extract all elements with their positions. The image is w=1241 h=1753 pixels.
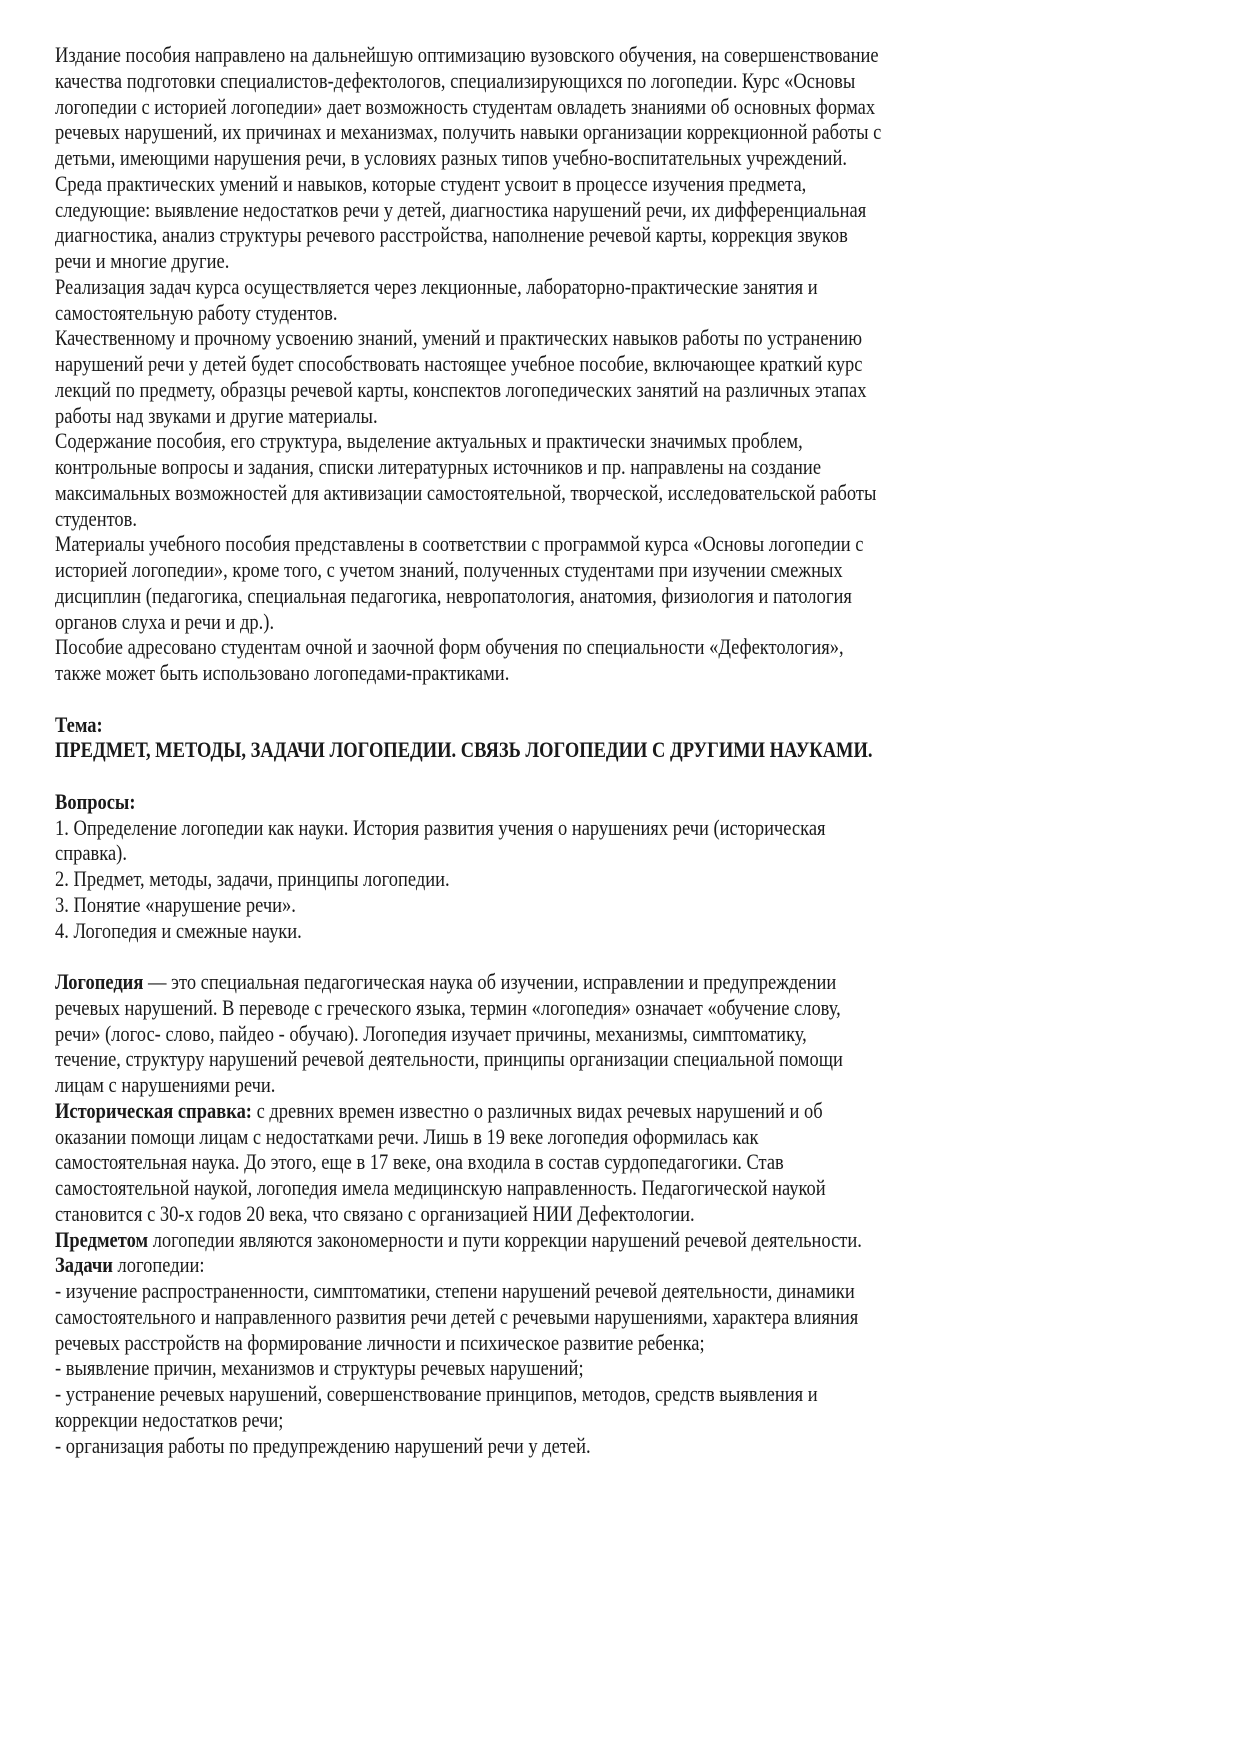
body-text: с древних времен известно о различных видах речевых нарушений и об (251, 1097, 823, 1123)
intro-line (55, 171, 1029, 197)
question-item (55, 815, 1029, 841)
body-text: лицам с нарушениями речи. (55, 1072, 276, 1097)
body-line (55, 1278, 1029, 1304)
body-text: речевых расстройств на формирование личности и психическое развитие ребенка; (55, 1329, 705, 1355)
topic-title-text: ПРЕДМЕТ, МЕТОДЫ, ЗАДАЧИ ЛОГОПЕДИИ. СВЯЗЬ ЛОГОПЕДИИ С ДРУГИМИ НАУКАМИ. (55, 737, 873, 763)
intro-line-text: речевых нарушений, их причинах и механизмах, получить навыки организации коррекционной работы с (55, 119, 882, 145)
intro-line-text: Содержание пособия, его структура, выделение актуальных и практически значимых проблем, (55, 428, 803, 454)
body-text: речевых нарушений. В переводе с греческого языка, термин «логопедия» означает «обучение слову, (55, 994, 841, 1020)
intro-line-text: историей логопедии», кроме того, с учетом знаний, полученных студентами при изучении смежных (55, 557, 843, 582)
intro-line (55, 609, 1029, 635)
body-text: становится с 30-х годов 20 века, что связано с организацией НИИ Дефектологии. (55, 1200, 695, 1226)
intro-line-text: детьми, имеющими нарушения речи, в условиях разных типов учебно-воспитательных учреждений. (55, 145, 847, 170)
intro-line (55, 222, 1029, 248)
intro-line-text: диагностика, анализ структуры речевого расстройства, наполнение речевой карты, коррекция звуков (55, 222, 848, 248)
intro-line-text: дисциплин (педагогика, специальная педагогика, невропатология, анатомия, физиология и патология (55, 582, 852, 608)
intro-line-text: работы над звуками и другие материалы. (55, 402, 378, 428)
body-text: самостоятельного и направленного развития речи детей с речевыми нарушениями, характера влияния (55, 1303, 859, 1329)
body-text: логопедии являются закономерности и пути коррекции нарушений речевой деятельности. (148, 1226, 862, 1252)
intro-line-text: Качественному и прочному усвоению знаний, умений и практических навыков работы по устранению (55, 325, 863, 351)
intro-line (55, 94, 1029, 120)
intro-line (55, 119, 1029, 145)
topic-label-text: Тема: (55, 711, 103, 737)
intro-line-text: студентов. (55, 505, 138, 531)
blank-line (55, 686, 1215, 712)
body-text: речи» (логос- слово, пайдео - обучаю). Логопедия изучает причины, механизмы, симптоматику, (55, 1020, 807, 1046)
intro-line-text: качества подготовки специалистов-дефектологов, специализирующихся по логопедии. Курс «Основы (55, 67, 856, 93)
intro-line (55, 351, 1029, 377)
question-item (55, 840, 1029, 866)
intro-line-text: логопедии с историей логопедии» дает возможность студентам овладеть знаниями об основных формах (55, 93, 876, 119)
intro-line-text: Материалы учебного пособия представлены в соответствии с программой курса «Основы логопедии с (55, 531, 864, 557)
body-text: течение, структуру нарушений речевой деятельности, принципы организации специальной помощи (55, 1046, 843, 1072)
body-line (55, 1098, 1029, 1124)
intro-line (55, 480, 1029, 506)
body-line (55, 1330, 1029, 1356)
question-item (55, 892, 1029, 918)
intro-line (55, 325, 1029, 351)
body-text: — это специальная педагогическая наука об изучении, исправлении и предупреждении (143, 969, 837, 994)
intro-line-text: Издание пособия направлено на дальнейшую оптимизацию вузовского обучения, на совершенствование (55, 42, 879, 67)
term-label: Логопедия (55, 969, 144, 994)
intro-line (55, 634, 1029, 660)
intro-line (55, 506, 1029, 532)
topic-label (55, 712, 1029, 738)
question-item (55, 918, 1029, 944)
term-label: Историческая справка: (55, 1097, 252, 1123)
body-line (55, 1381, 1029, 1407)
body-text: - выявление причин, механизмов и структуры речевых нарушений; (55, 1355, 584, 1381)
topic-title (55, 737, 1029, 763)
question-item-text: 4. Логопедия и смежные науки. (55, 917, 302, 943)
body-line (55, 1304, 1029, 1330)
intro-line (55, 145, 1029, 171)
intro-line-text: следующие: выявление недостатков речи у детей, диагностика нарушений речи, их дифференциальная (55, 196, 867, 222)
question-item-text: 3. Понятие «нарушение речи». (55, 891, 296, 917)
questions-label (55, 789, 1029, 815)
term-label: Предметом (55, 1226, 149, 1252)
intro-line (55, 274, 1029, 300)
intro-line (55, 660, 1029, 686)
body-line (55, 1227, 1029, 1253)
body-text: оказании помощи лицам с недостатками речи. Лишь в 19 веке логопедия оформилась как (55, 1123, 759, 1149)
intro-line-text: лекций по предмету, образцы речевой карты, конспектов логопедических занятий на различных этапах (55, 376, 867, 402)
body-line (55, 1124, 1029, 1150)
document-page (55, 42, 1215, 1458)
body-line (55, 1201, 1029, 1227)
intro-line-text: речи и многие другие. (55, 248, 230, 273)
intro-line-text: органов слуха и речи и др.). (55, 608, 275, 634)
intro-line-text: Среда практических умений и навыков, которые студент усвоит в процессе изучения предмета, (55, 170, 807, 196)
intro-line-text: Реализация задач курса осуществляется через лекционные, лабораторно-практические занятия и (55, 273, 818, 299)
body-text: логопедии: (112, 1252, 205, 1278)
body-line (55, 1252, 1029, 1278)
body-text: самостоятельная наука. До этого, еще в 17 веке, она входила в состав сурдопедагогики. Став (55, 1149, 784, 1175)
body-line (55, 1175, 1029, 1201)
body-line (55, 1046, 1029, 1072)
body-text: самостоятельной наукой, логопедия имела медицинскую направленность. Педагогической наукой (55, 1175, 826, 1200)
intro-line (55, 300, 1029, 326)
intro-line-text: контрольные вопросы и задания, списки литературных источников и пр. направлены на создание (55, 454, 822, 479)
question-item-text: 2. Предмет, методы, задачи, принципы логопедии. (55, 866, 450, 891)
blank-line (55, 943, 1215, 969)
body-text: - изучение распространенности, симптоматики, степени нарушений речевой деятельности, динамики (55, 1278, 855, 1303)
body-line (55, 1072, 1029, 1098)
question-item-text: 1. Определение логопедии как науки. История развития учения о нарушениях речи (историческая (55, 814, 826, 840)
body-line (55, 1407, 1029, 1433)
intro-line (55, 428, 1029, 454)
term-label: Задачи (55, 1252, 113, 1278)
intro-line-text: максимальных возможностей для активизации самостоятельной, творческой, исследовательской работы (55, 479, 877, 505)
intro-line (55, 583, 1029, 609)
body-text: - устранение речевых нарушений, совершенствование принципов, методов, средств выявления и (55, 1381, 818, 1406)
body-line (55, 1149, 1029, 1175)
blank-line (55, 763, 1215, 789)
questions-label-text: Вопросы: (55, 788, 136, 814)
intro-line (55, 531, 1029, 557)
intro-line-text: Пособие адресовано студентам очной и заочной форм обучения по специальности «Дефектология», (55, 634, 844, 660)
question-item-text: справка). (55, 840, 127, 866)
intro-line-text: нарушений речи у детей будет способствовать настоящее учебное пособие, включающее краткий курс (55, 351, 863, 376)
intro-line (55, 68, 1029, 94)
intro-line (55, 42, 1029, 68)
body-line (55, 1433, 1029, 1459)
intro-line (55, 197, 1029, 223)
intro-line (55, 248, 1029, 274)
question-item (55, 866, 1029, 892)
body-text: - организация работы по предупреждению нарушений речи у детей. (55, 1432, 591, 1458)
body-text: коррекции недостатков речи; (55, 1406, 284, 1432)
intro-line-text: также может быть использовано логопедами-практиками. (55, 660, 510, 685)
body-line (55, 1021, 1029, 1047)
body-line (55, 995, 1029, 1021)
intro-line (55, 403, 1029, 429)
intro-line (55, 454, 1029, 480)
intro-line (55, 557, 1029, 583)
body-line (55, 1355, 1029, 1381)
intro-line (55, 377, 1029, 403)
intro-line-text: самостоятельную работу студентов. (55, 299, 338, 325)
body-line (55, 969, 1029, 995)
